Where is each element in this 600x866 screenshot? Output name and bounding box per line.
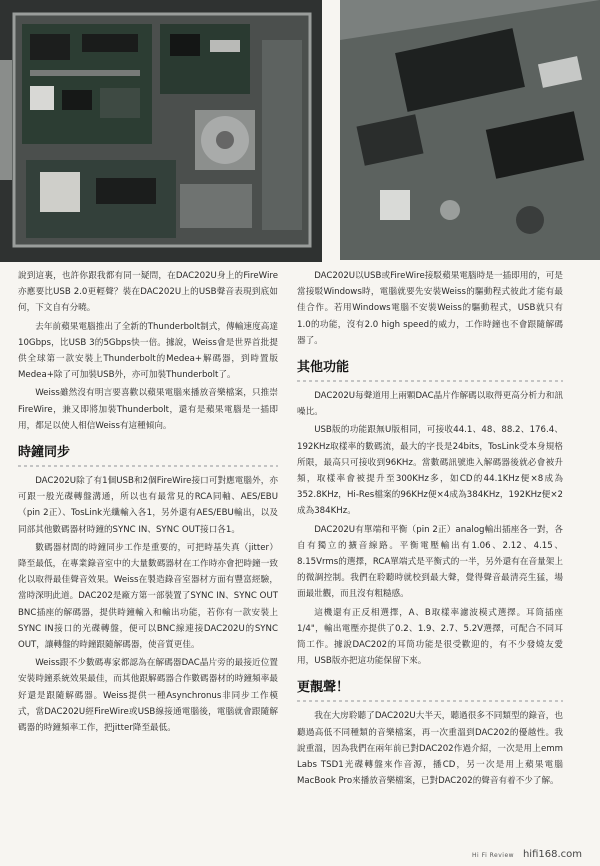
section-divider: [297, 700, 563, 702]
features-paragraph-2: USB版的功能跟無U版相同，可接收44.1、48、88.2、176.4、192KHz取樣率的數碼流，最大的字長是24bits，TosLink受本身規格所限，最高只可接收到96KHz。當數碼訊號進入解碼器後就必會被升頻，取樣率會被提升至300KHz多，如CD的44.1KHz便×8成為352.8KHz，Hi-Res檔案的96KHz便×4成為384KHz，192KHz便×2成為384KHz。: [297, 425, 563, 517]
sound-paragraph-1: 我在大房聆聽了DAC202U大半天，聽過很多不同類型的錄音，也聽過高低不同種類的音樂檔案，再一次重溫到DAC202的優越性。我說重溫，因為我們在兩年前已對DAC202作過介紹，一次是用上emm Labs TSD1光碟轉盤來作音源，播CD，另一次是用上蘋果電腦MacBook Pro來播放音樂檔案，已對DAC202的聲音有着不少了解。: [297, 711, 563, 787]
magazine-name: Hi Fi Review: [471, 852, 515, 859]
section-divider: [18, 465, 278, 467]
features-paragraph-3: DAC202U有單端和平衡（pin 2正）analog輸出插座各一對，各自有獨立的擴音線路。平衡電壓輸出有1.06、2.12、4.15、8.15Vrms的選擇，RCA單端式是平衡式的一半，另外還有在音量架上的微調控制。我們在聆聽時就校到最大聲，覺得聲音最清亮生猛，場面最壯觀，而且沒有粗糙感。: [297, 524, 563, 600]
clock-paragraph-3: Weiss跟不少數碼專家都認為在解碼器DAC晶片旁的最接近位置安裝時鐘系統效果最佳，而其他跟解碼器合作數碼器材的時鐘頻率最好還是跟隨解碼器。Weiss提供一種Asynchronus非同步工作模式，當DAC202U經FireWire或USB線接通電腦後，電腦就會跟隨解碼器的時鐘頻率工作，把jitter降至最低。: [18, 658, 278, 734]
article-left-column: [18, 268, 278, 736]
intro-paragraph-3: Weiss雖然沒有明言要喜歡以蘋果電腦來播放音樂檔案，只推崇FireWire，兼又即將加裝Thunderbolt，還有是蘋果電腦是一插即用，都足以使人相信Weiss有這種傾向。: [18, 388, 278, 431]
article-right-column: [297, 268, 563, 789]
section-other-features: [297, 359, 563, 382]
intro-paragraph-2: 去年前蘋果電腦推出了全新的Thunderbolt制式，傳輸速度高達10Gbps，比USB 3的5Gbps快一倍。據說，Weiss會是世界首批提供全球第一款安裝上Thunderbolt的Medea+解碼器，到時置版Medea+除了可加裝USB外，亦可加裝Thunderbolt了。: [18, 321, 278, 381]
section-heading-other-features: 其他功能: [297, 360, 350, 376]
section-clock-sync: [18, 444, 278, 467]
photo-circuit-board-closeup: [340, 0, 600, 260]
section-better-sound: [297, 679, 563, 702]
features-paragraph-1: DAC202U每聲道用上兩顆DAC晶片作解碼以取得更高分析力和訊噪比。: [297, 391, 563, 418]
windows-paragraph: DAC202U以USB或FireWire接駁蘋果電腦時是一插即用的，可是當接駁Windows時，電腦就要先安裝Weiss的驅動程式彼此才能有最佳合作。若用Windows電腦不安裝Weiss的驅動程式，USB就只有1.0的功能，沒有2.0 high speed的威力，工作時鐘也不會跟隨解碼器了。: [297, 271, 563, 346]
section-heading-better-sound: 更靚聲！: [297, 680, 350, 696]
features-paragraph-4: 這機還有正反相選擇，A、B取樣率濾波模式選擇。耳筒插座1/4"，輸出電壓亦提供了0.2、1.9、2.7、5.2V選擇，可配合不同耳筒工作。據說DAC202的耳筒功能是很受歡迎的，有不少發燒友愛用，USB版亦把這功能保留下來。: [297, 607, 563, 667]
photo-dac-interior: [0, 0, 322, 262]
page-footer: [472, 849, 582, 860]
section-divider: [297, 380, 563, 382]
watermark-site: hifi168.com: [522, 849, 582, 860]
clock-paragraph-1: DAC202U除了有1個USB和2個FireWire接口可對應電腦外，亦可跟一般光碟轉盤溝通，所以也有最常見的RCA同軸、AES/EBU（pin 2正）、TosLink光纖輸入各1，另外還有AES/EBU輸出，以及同部其他數碼器材時鐘的SYNC IN、SYNC OUT接口各1。: [18, 476, 278, 535]
clock-paragraph-2: 數碼器材間的時鐘同步工作是重要的，可把時基失真（jitter）降至最低，在專業錄音室中的大量數碼器材在工作時亦會把時鐘一致化以取得最佳聲音效果。Weiss在製造錄音室器材方面有豐富經驗，當時深明此道。DAC202是廠方第一部裝置了SYNC IN、SYNC OUT BNC插座的解碼器，提供時鐘輸入和輸出功能，若你有一款安裝上SYNC IN接口的光碟轉盤，便可以BNC線連接DAC202U的SYNC OUT，讓轉盤的時鐘跟隨解碼器，使音質更佳。: [18, 542, 278, 651]
section-heading-clock-sync: 時鐘同步: [18, 445, 71, 461]
intro-paragraph-1: 說到這裏，也許你跟我都有同一疑問，在DAC202U身上的FireWire亦應要比USB 2.0更輕聲？裝在DAC202U上的USB聲音表現到底如何，下文自有分曉。: [18, 271, 278, 314]
